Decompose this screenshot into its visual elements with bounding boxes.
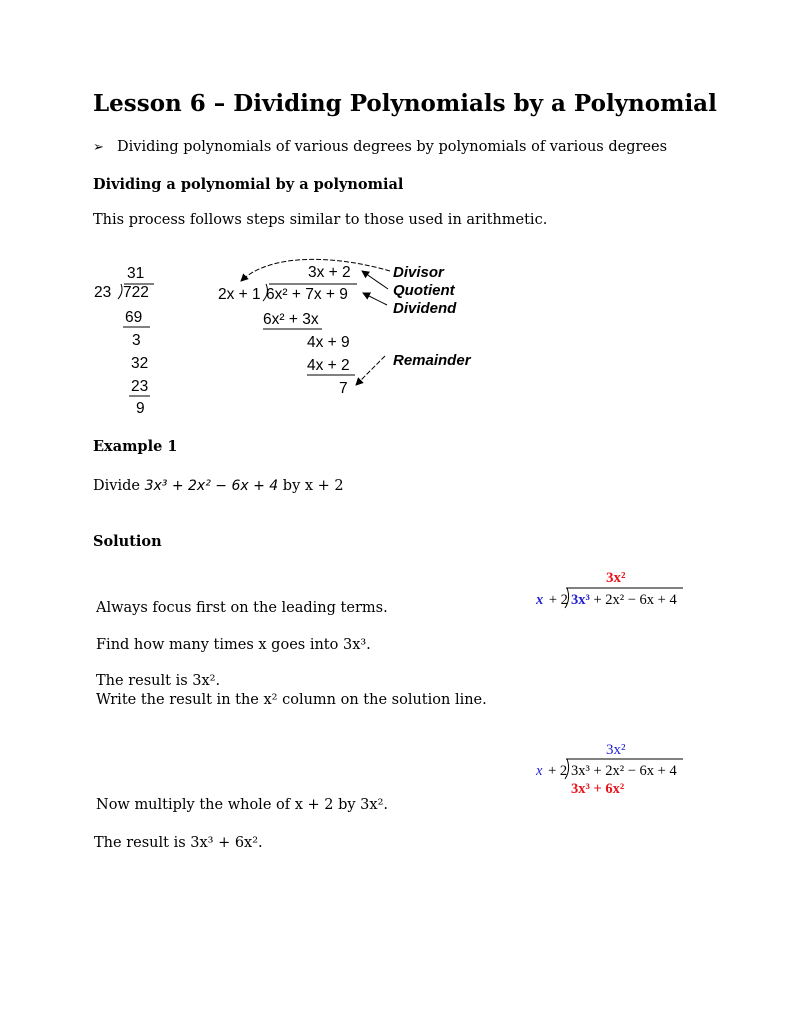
fig2-divisor-wrap: x + 2	[536, 763, 568, 779]
objective-text: Dividing polynomials of various degrees by polynomials of various degrees	[117, 139, 668, 155]
arith-step-4: 23	[131, 378, 149, 395]
remainder-arrow	[356, 356, 385, 385]
poly-step-2: 4x + 9	[307, 334, 350, 351]
fig1-divisor-rest: + 2	[545, 592, 568, 608]
poly-quotient: 3x + 2	[308, 264, 351, 281]
poly-step-1: 6x² + 3x	[263, 311, 319, 328]
fig1-quotient: 3x²	[606, 570, 626, 586]
label-quotient: Quotient	[393, 282, 455, 299]
arith-bracket	[118, 284, 122, 299]
solution-step-text: Write the result in the x² column on the solution line.	[96, 692, 487, 708]
objective-bullet	[93, 139, 667, 155]
fig2-product: 3x³ + 6x²	[571, 781, 625, 797]
example-expression: 3x³ + 2x² − 6x + 4	[144, 478, 279, 494]
solution-heading: Solution	[93, 533, 162, 550]
solution-step-text: Find how many times x goes into 3x³.	[96, 637, 371, 653]
solution-step-text: Always focus first on the leading terms.	[96, 600, 388, 616]
intro-paragraph: This process follows steps similar to those used in arithmetic.	[93, 212, 548, 228]
solution-step-text: The result is 3x³ + 6x².	[94, 835, 263, 851]
poly-dividend: 6x² + 7x + 9	[266, 286, 348, 303]
fig1-dividend: 3x³ + 2x² − 6x + 4	[571, 592, 677, 608]
solution-step-text: The result is 3x².	[96, 673, 221, 689]
division-figure-1	[530, 566, 690, 614]
fig2-dividend: 3x³ + 2x² − 6x + 4	[571, 763, 677, 779]
poly-divisor: 2x + 1	[218, 286, 261, 303]
example-heading: Example 1	[93, 438, 178, 455]
solution-step-text: Now multiply the whole of x + 2 by 3x².	[96, 797, 389, 813]
divide-word: Divide	[93, 478, 140, 494]
arith-divisor: 23	[94, 284, 112, 301]
poly-step-3: 4x + 2	[307, 357, 350, 374]
quotient-arrow	[362, 271, 388, 289]
division-figure-2	[530, 738, 690, 800]
poly-remainder: 7	[339, 380, 348, 397]
dividend-arrow	[363, 293, 387, 305]
arith-step-3: 32	[131, 355, 149, 372]
arith-step-2: 3	[132, 332, 141, 349]
label-dividend: Dividend	[393, 300, 457, 317]
arith-step-1: 69	[125, 309, 143, 326]
polynomial-division-diagram	[215, 255, 485, 405]
fig2-quotient: 3x²	[606, 742, 626, 758]
example-statement	[93, 478, 344, 494]
label-divisor: Divisor	[393, 264, 444, 281]
arith-quotient: 31	[127, 265, 145, 282]
page-title: Lesson 6 – Dividing Polynomials by a Polynomial	[93, 90, 717, 117]
fig1-divisor-wrap: x + 2	[536, 592, 568, 608]
arith-step-5: 9	[136, 400, 145, 417]
label-remainder: Remainder	[393, 352, 471, 369]
section-heading: Dividing a polynomial by a polynomial	[93, 176, 404, 193]
arithmetic-division-diagram	[90, 258, 170, 420]
arith-dividend: 722	[123, 284, 149, 301]
divide-by: by x + 2	[282, 478, 344, 494]
arrow-bullet-icon: ➢	[93, 140, 104, 155]
